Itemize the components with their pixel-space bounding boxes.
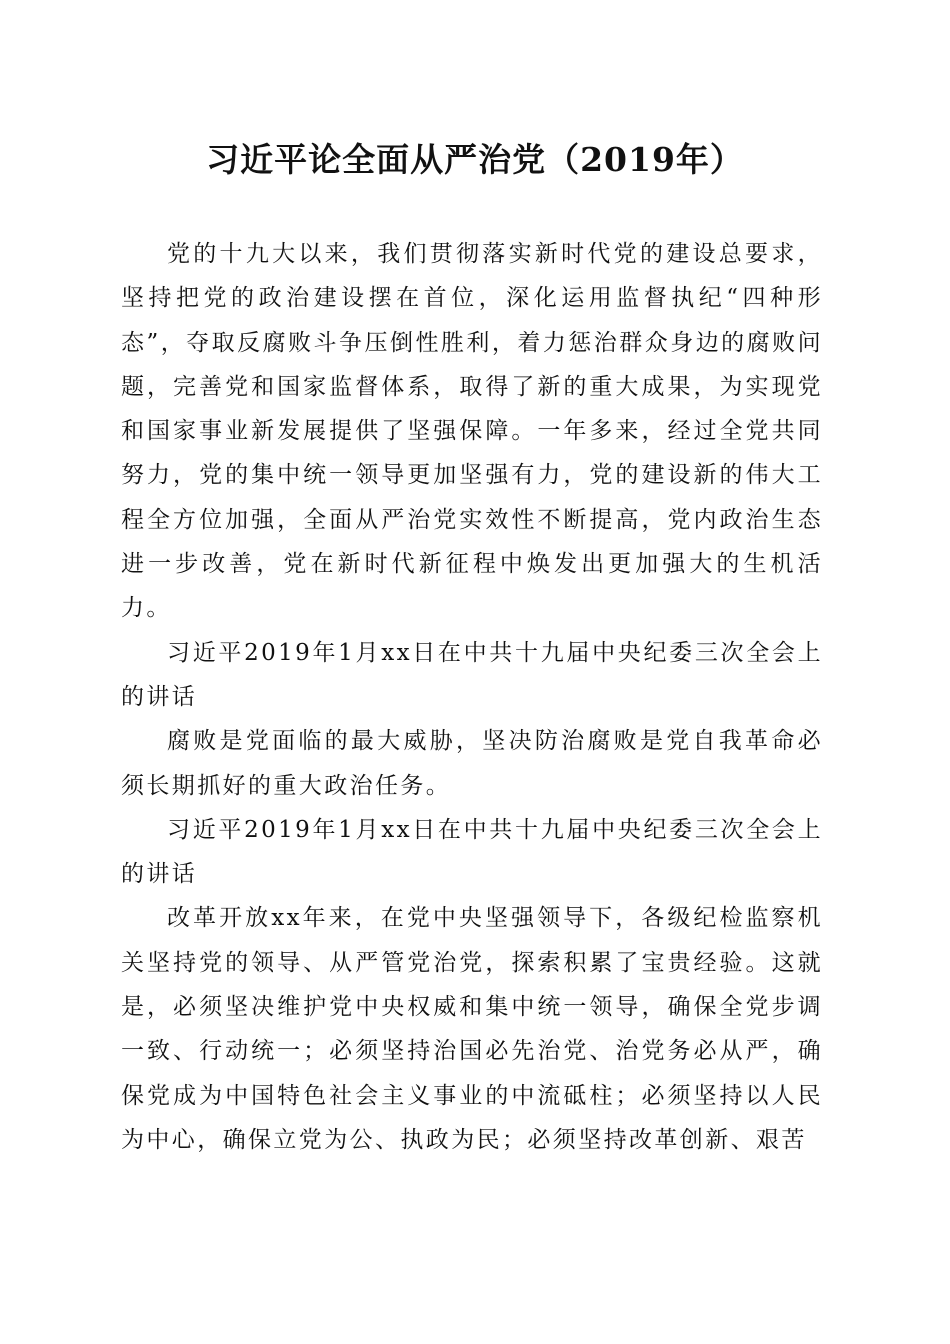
paragraph-intro: 党的十九大以来，我们贯彻落实新时代党的建设总要求，坚持把党的政治建设摆在首位，深化运用监督执纪“四种形态”，夺取反腐败斗争压倒性胜利，着力惩治群众身边的腐败问题，完善党和国家监督体系，取得了新的重大成果，为实现党和国家事业新发展提供了坚强保障。一年多来，经过全党共同努力，党的集中统一领导更加坚强有力，党的建设新的伟大工程全方位加强，全面从严治党实效性不断提高，党内政治生态进一步改善，党在新时代新征程中焕发出更加强大的生机活力。 <box>121 241 823 622</box>
paragraph-source: 习近平2019年1月xx日在中共十九届中央纪委三次全会上的讲话 <box>121 639 823 710</box>
document-title: 习近平论全面从严治党（2019年） <box>206 140 744 179</box>
document-body <box>121 232 823 1162</box>
paragraph-source: 习近平2019年1月xx日在中共十九届中央纪委三次全会上的讲话 <box>121 816 823 888</box>
paragraph-experience: 改革开放xx年来，在党中央坚强领导下，各级纪检监察机关坚持党的领导、从严管党治党，探索积累了宝贵经验。这就是，必须坚决维护党中央权威和集中统一领导，确保全党步调一致、行动统一；必须坚持治国必先治党、治党务必从严，确保党成为中国特色社会主义事业的中流砥柱；必须坚持以人民为中心，确保立党为公、执政为民；必须坚持改革创新、艰苦 <box>121 905 823 1153</box>
paragraph-corruption: 腐败是党面临的最大威胁，坚决防治腐败是党自我革命必须长期抓好的重大政治任务。 <box>121 728 823 799</box>
